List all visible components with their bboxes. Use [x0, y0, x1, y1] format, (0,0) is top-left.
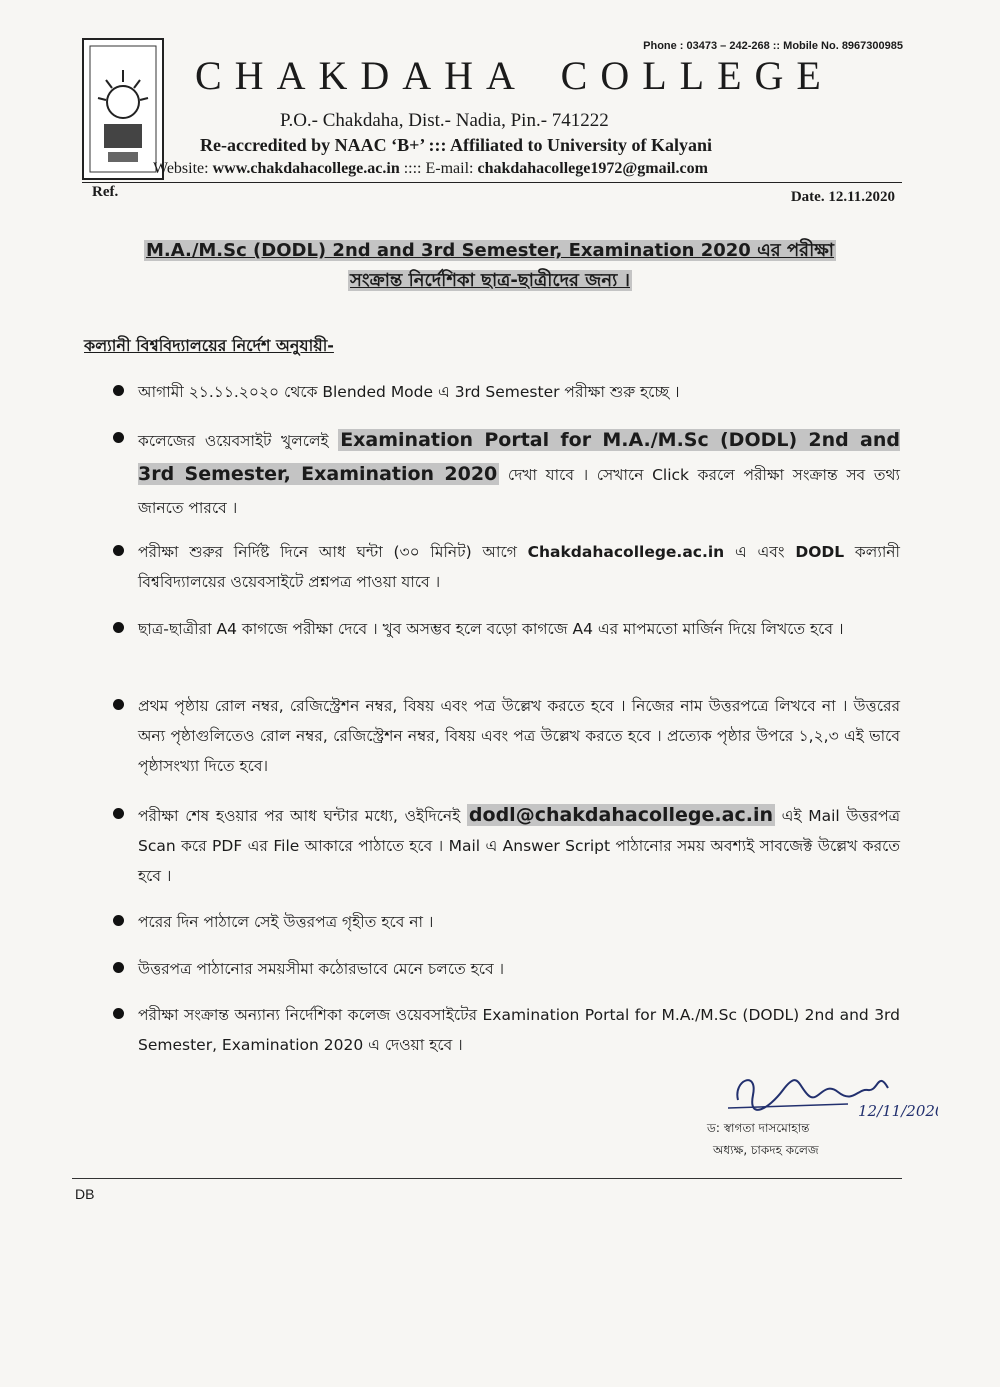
bullet-dot	[113, 915, 124, 926]
ref-label: Ref.	[92, 184, 119, 200]
notice-title-line2: সংক্রান্ত নির্দেশিকা ছাত্র-ছাত্রীদের জন্য ।	[350, 270, 630, 291]
notice-date: Date. 12.11.2020	[790, 189, 895, 205]
bullet-text: আগামী ২১.১১.২০২০ থেকে Blended Mode এ 3rd Semester পরীক্ষা শুরু হচ্ছে ।	[138, 383, 680, 401]
website-label: Website:	[153, 160, 213, 177]
bullet-text: পরীক্ষা সংক্রান্ত অন্যান্য নির্দেশিকা কলেজ ওয়েবসাইটের Examination Portal for M.A./M.Sc (DODL) 2nd and 3rd Semester, Examination 2020 এ দেওয়া হবে ।	[138, 1006, 900, 1054]
footer-initials: DB	[75, 1186, 95, 1202]
bullet-item-5	[138, 691, 900, 781]
website-email-line	[153, 160, 708, 178]
email-link[interactable]: chakdahacollege1972@gmail.com	[477, 160, 708, 177]
bullet-text: পরীক্ষা শেষ হওয়ার পর আধ ঘন্টার মধ্যে, ওইদিনেই	[138, 807, 467, 825]
email-label: :::: E-mail:	[399, 160, 478, 177]
footer-divider	[72, 1178, 902, 1179]
principal-signature	[728, 1060, 938, 1120]
bullet-item-4	[138, 614, 900, 644]
college-name: CHAKDAHA COLLEGE	[195, 53, 834, 98]
bullet-dot	[113, 699, 124, 710]
notice-title	[100, 236, 880, 296]
bullet-text: কলেজের ওয়েবসাইট খুললেই	[138, 432, 339, 450]
bullet-item-7	[138, 907, 900, 937]
signatory-title: অধ্যক্ষ, চাকদহ কলেজ	[713, 1143, 819, 1157]
bullet-text: পরের দিন পাঠালে সেই উত্তরপত্র গৃহীত হবে না ।	[138, 913, 434, 931]
bullet-item-1	[138, 377, 900, 407]
dodl-text: DODL	[795, 543, 845, 561]
portal-highlight: Examination Portal for M.A./M.Sc (DODL) 2nd and 3rd Semester, Examination 2020	[138, 429, 900, 485]
bullet-text: কল্যানী বিশ্ববিদ্যালয়ের ওয়েবসাইটে প্রশ্নপত্র পাওয়া যাবে ।	[138, 543, 900, 591]
header-divider	[82, 182, 902, 183]
bullet-text: প্রথম পৃষ্ঠায় রোল নম্বর, রেজিস্ট্রেশন নম্বর, বিষয় এবং পত্র উল্লেখ করতে হবে । নিজের নাম উত্তরপত্রে লিখবে না । উত্তরের অন্য পৃষ্ঠাগুলিতেও রোল নম্বর, রেজিস্ট্রেশন নম্বর, বিষয় এবং পত্র উল্লেখ করতে হবে । প্রত্যেক পৃষ্ঠার উপরে ১,২,৩ এই ভাবে পৃষ্ঠাসংখ্যা দিতে হবে।	[138, 697, 900, 775]
bullet-dot	[113, 962, 124, 973]
bullet-item-6	[138, 800, 900, 891]
dodl-email-highlight: dodl@chakdahacollege.ac.in	[468, 804, 773, 826]
bullet-text: দেখা যাবে । সেখানে Click করলে পরীক্ষা সংক্রান্ত সব তথ্য জানতে পারবে ।	[138, 466, 900, 517]
bullet-item-8	[138, 954, 900, 984]
notice-title-line1: M.A./M.Sc (DODL) 2nd and 3rd Semester, Examination 2020 এর পরীক্ষা	[145, 240, 835, 261]
bullet-dot	[113, 432, 124, 443]
college-logo	[82, 38, 164, 180]
bullet-text: পরীক্ষা শুরুর নির্দিষ্ট দিনে আধ ঘন্টা (৩০ মিনিট) আগে	[138, 543, 528, 561]
signature-date: 12/11/2020	[858, 1102, 938, 1120]
signatory-name: ড: স্বাগতা দাসমোহান্ত	[707, 1121, 810, 1135]
accreditation-line: Re-accredited by NAAC ‘B+’ ::: Affiliated to University of Kalyani	[200, 135, 713, 155]
bullet-dot	[113, 385, 124, 396]
website-link[interactable]: www.chakdahacollege.ac.in	[212, 160, 400, 177]
bullet-item-2	[138, 424, 900, 525]
bullet-text: উত্তরপত্র পাঠানোর সময়সীমা কঠোরভাবে মেনে চলতে হবে ।	[138, 960, 505, 978]
college-site-text: Chakdahacollege.ac.in	[527, 543, 725, 561]
bullet-item-3	[138, 537, 900, 597]
bullet-text: এ এবং	[724, 543, 796, 561]
bullet-dot	[113, 1008, 124, 1019]
college-address: P.O.- Chakdaha, Dist.- Nadia, Pin.- 741222	[280, 110, 609, 131]
bullet-text: ছাত্র-ছাত্রীরা A4 কাগজে পরীক্ষা দেবে । খুব অসম্ভব হলে বড়ো কাগজে A4 এর মাপমতো মার্জিন দিয়ে লিখতে হবে ।	[138, 620, 844, 638]
bullet-dot	[113, 545, 124, 556]
bullet-text: এই Mail উত্তরপত্র Scan করে PDF এর File আকারে পাঠাতে হবে । Mail এ Answer Script পাঠানোর সময় অবশ্যই সাবজেক্ট উল্লেখ করতে হবে ।	[138, 807, 900, 885]
notice-lead: কল্যানী বিশ্ববিদ্যালয়ের নির্দেশ অনুযায়ী-	[84, 336, 334, 355]
bullet-dot	[113, 622, 124, 633]
phone-line: Phone : 03473 – 242-268 :: Mobile No. 8967300985	[643, 40, 903, 52]
bullet-dot	[113, 808, 124, 819]
bullet-item-9	[138, 1000, 900, 1060]
